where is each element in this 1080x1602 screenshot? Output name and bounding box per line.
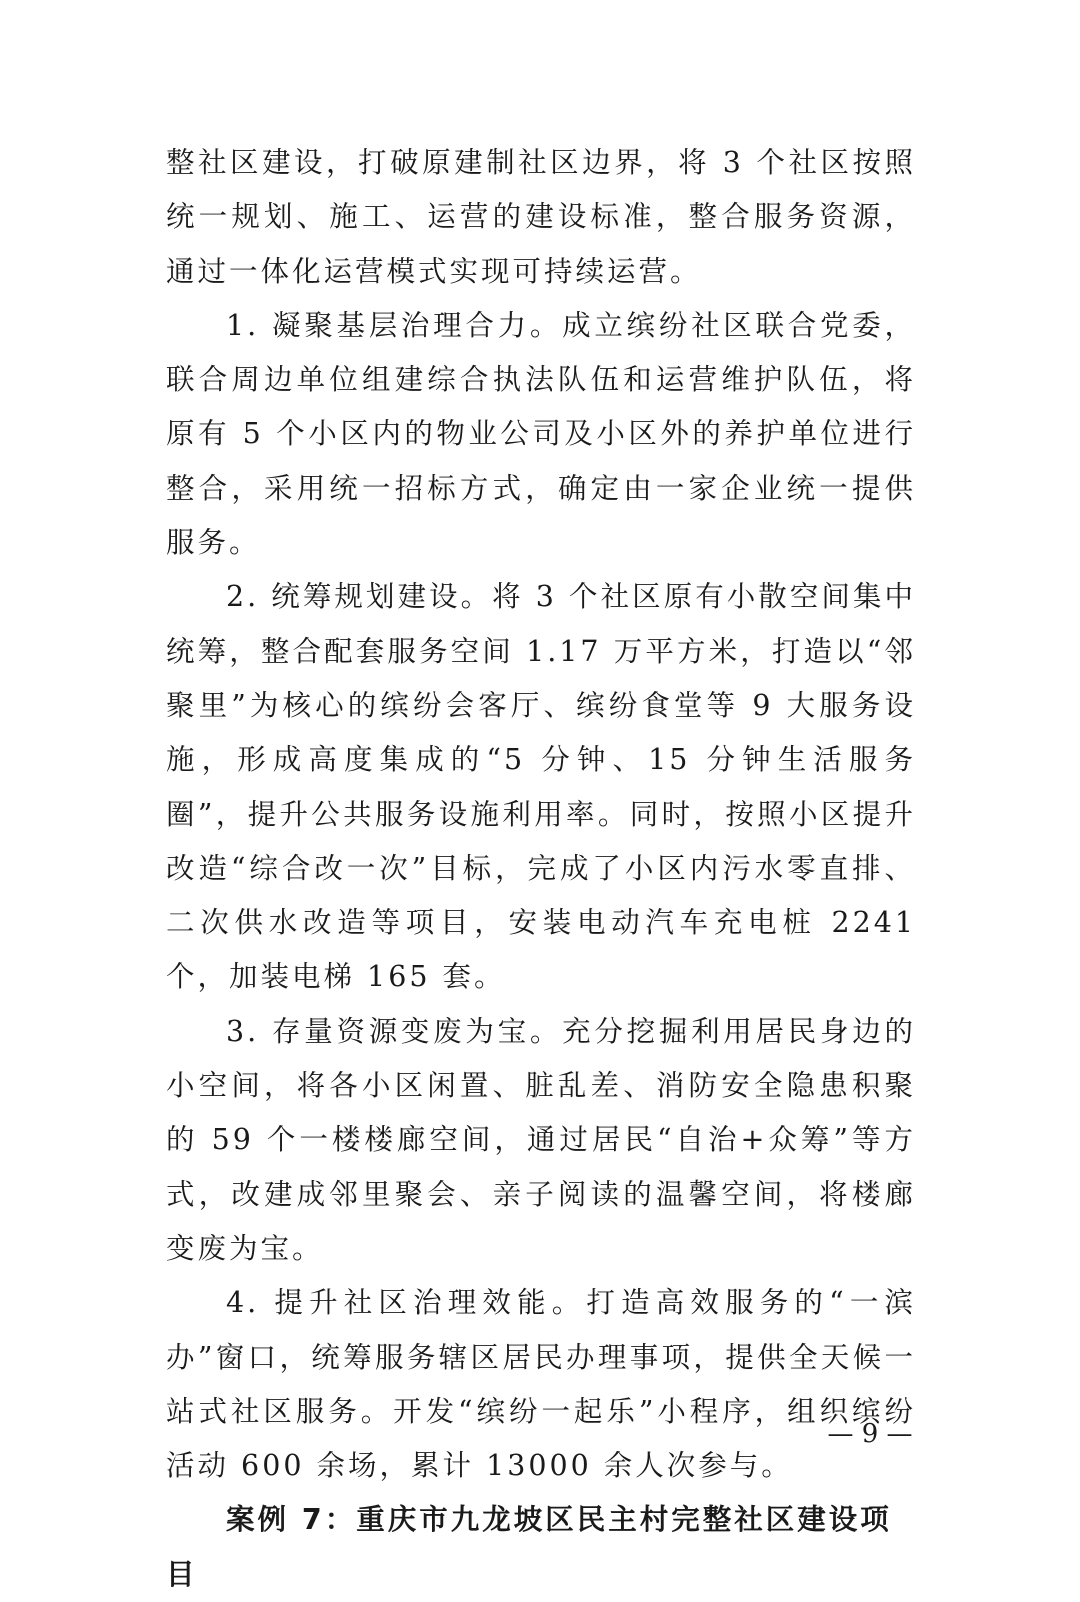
page-number: — 9 — bbox=[827, 1419, 913, 1449]
paragraph-item-2: 2. 统筹规划建设。将 3 个社区原有小散空间集中统筹，整合配套服务空间 1.17 万平方米，打造以“邻聚里”为核心的缤纷会客厅、缤纷食堂等 9 大服务设施，形成高度集成的“5 分钟、15 分钟生活服务圈”，提升公共服务设施利用率。同时，按照小区提升改造“综合改一次”目标，完成了小区内污水零直排、二次供水改造等项目，安装电动汽车充电桩 2241 个，加装电梯 165 套。 bbox=[166, 580, 916, 994]
document-body bbox=[166, 136, 916, 1602]
paragraph-intro-continued: 整社区建设，打破原建制社区边界，将 3 个社区按照统一规划、施工、运营的建设标准，整合服务资源，通过一体化运营模式实现可持续运营。 bbox=[166, 146, 916, 288]
case-heading: 案例 7：重庆市九龙坡区民主村完整社区建设项目 bbox=[166, 1503, 892, 1591]
paragraph-item-3: 3. 存量资源变废为宝。充分挖掘利用居民身边的小空间，将各小区闲置、脏乱差、消防安全隐患积聚的 59 个一楼楼廊空间，通过居民“自治+众筹”等方式，改建成邻里聚会、亲子阅读的温馨空间，将楼廊变废为宝。 bbox=[166, 1014, 916, 1265]
paragraph-item-4: 4. 提升社区治理效能。打造高效服务的“一滨办”窗口，统筹服务辖区居民办理事项，提供全天候一站式社区服务。开发“缤纷一起乐”小程序，组织缤纷活动 600 余场，累计 13000 余人次参与。 bbox=[166, 1286, 916, 1483]
paragraph-item-1: 1. 凝聚基层治理合力。成立缤纷社区联合党委，联合周边单位组建综合执法队伍和运营维护队伍，将原有 5 个小区内的物业公司及小区外的养护单位进行整合，采用统一招标方式，确定由一家企业统一提供服务。 bbox=[166, 308, 916, 560]
